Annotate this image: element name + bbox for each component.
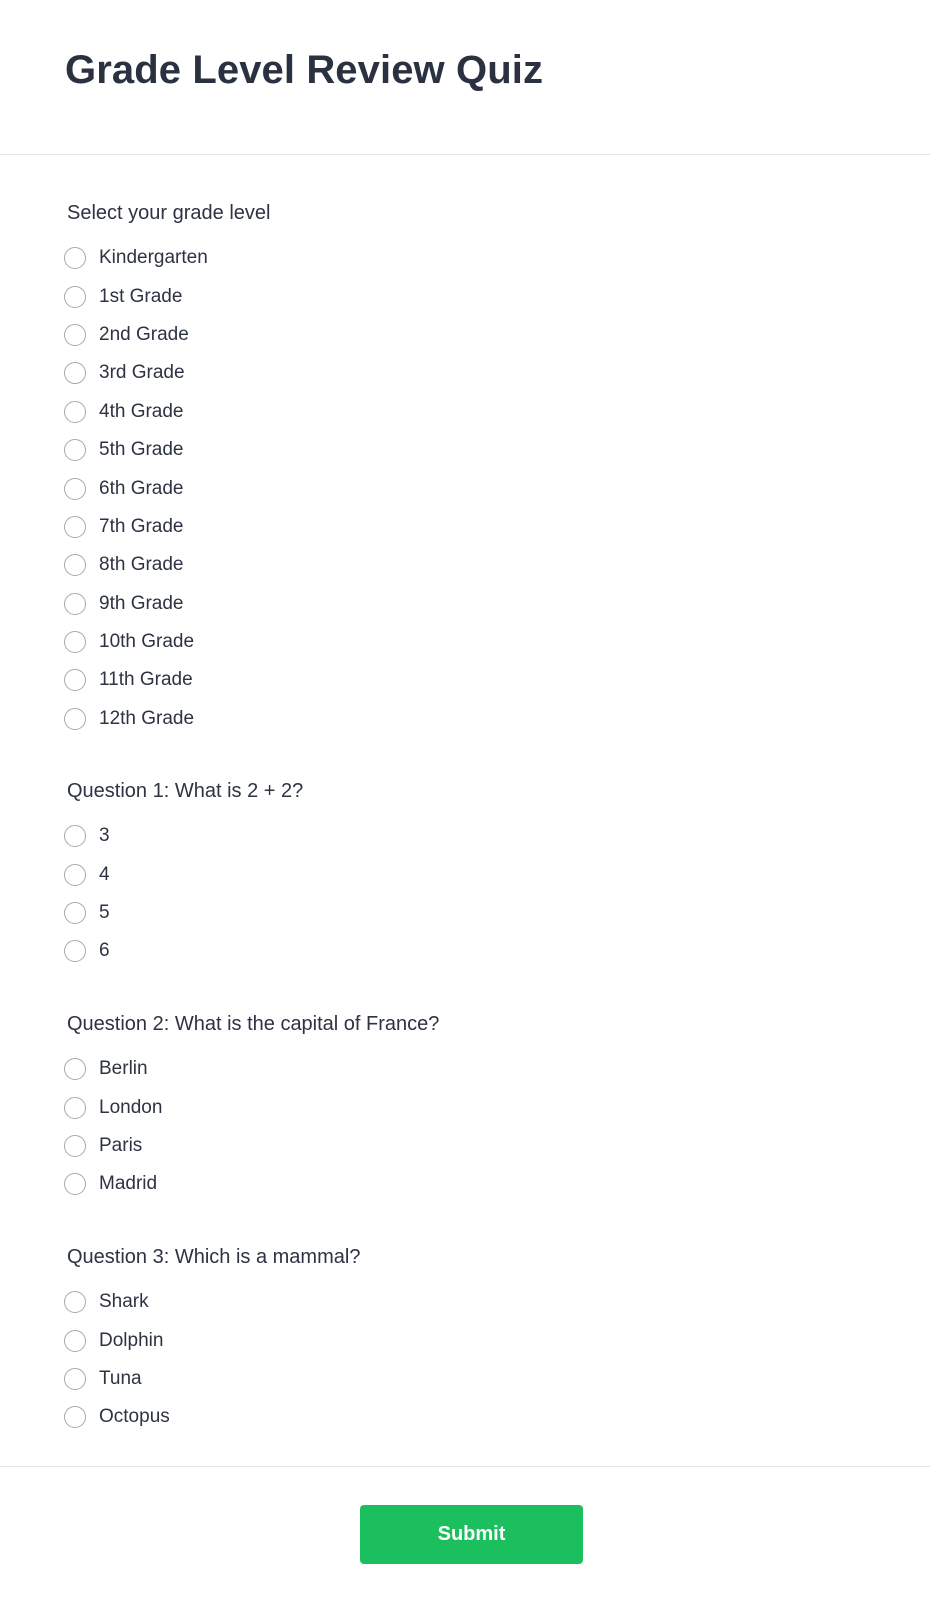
radio-option-paris[interactable] [64, 1127, 439, 1165]
submit-button[interactable]: Submit [360, 1505, 583, 1564]
radio-option-3[interactable] [64, 817, 303, 855]
radio-option-10th-grade[interactable] [64, 623, 270, 661]
option-label: 3 [99, 825, 110, 847]
option-label: Dolphin [99, 1329, 164, 1351]
radio-button[interactable] [64, 1135, 86, 1157]
question-3-options [64, 1283, 360, 1437]
radio-button[interactable] [64, 940, 86, 962]
radio-button[interactable] [64, 554, 86, 576]
radio-option-5th-grade[interactable] [64, 431, 270, 469]
question-1-options [64, 817, 303, 971]
radio-option-3rd-grade[interactable] [64, 354, 270, 392]
option-label: 4th Grade [99, 400, 184, 422]
radio-button[interactable] [64, 1173, 86, 1195]
option-label: 12th Grade [99, 707, 195, 729]
radio-button[interactable] [64, 902, 86, 924]
radio-button[interactable] [64, 1291, 86, 1313]
question-label: Question 3: Which is a mammal? [67, 1246, 361, 1268]
option-label: Kindergarten [99, 247, 208, 269]
option-label: 7th Grade [99, 515, 184, 537]
option-label: 6 [99, 940, 110, 962]
radio-button[interactable] [64, 1368, 86, 1390]
radio-option-6[interactable] [64, 932, 303, 970]
radio-option-2nd-grade[interactable] [64, 316, 270, 354]
radio-option-london[interactable] [64, 1088, 439, 1126]
question-label: Question 1: What is 2 + 2? [67, 780, 304, 802]
radio-option-7th-grade[interactable] [64, 508, 270, 546]
radio-button[interactable] [64, 669, 86, 691]
radio-button[interactable] [64, 631, 86, 653]
option-label: Shark [99, 1291, 149, 1313]
question-2 [64, 1012, 439, 1204]
option-label: 5 [99, 901, 110, 923]
option-label: Berlin [99, 1058, 148, 1080]
option-label: 9th Grade [99, 592, 184, 614]
radio-option-kindergarten[interactable] [64, 239, 270, 277]
option-label: 5th Grade [99, 439, 184, 461]
radio-button[interactable] [64, 401, 86, 423]
radio-option-9th-grade[interactable] [64, 585, 270, 623]
question-label: Select your grade level [67, 202, 271, 224]
quiz-form [0, 155, 930, 1467]
radio-button[interactable] [64, 1097, 86, 1119]
radio-button[interactable] [64, 478, 86, 500]
radio-button[interactable] [64, 825, 86, 847]
radio-option-12th-grade[interactable] [64, 700, 270, 738]
radio-option-1st-grade[interactable] [64, 277, 270, 315]
radio-option-6th-grade[interactable] [64, 469, 270, 507]
radio-option-madrid[interactable] [64, 1165, 439, 1203]
radio-option-octopus[interactable] [64, 1398, 360, 1436]
option-label: 10th Grade [99, 631, 195, 653]
radio-button[interactable] [64, 286, 86, 308]
radio-option-8th-grade[interactable] [64, 546, 270, 584]
radio-button[interactable] [64, 362, 86, 384]
radio-option-shark[interactable] [64, 1283, 360, 1321]
radio-button[interactable] [64, 1058, 86, 1080]
question-1 [64, 779, 303, 971]
option-label: 6th Grade [99, 477, 184, 499]
option-label: 3rd Grade [99, 362, 185, 384]
radio-button[interactable] [64, 324, 86, 346]
option-label: 1st Grade [99, 285, 183, 307]
option-label: 4 [99, 863, 110, 885]
radio-option-4[interactable] [64, 855, 303, 893]
option-label: 8th Grade [99, 554, 184, 576]
radio-button[interactable] [64, 593, 86, 615]
page-header [0, 0, 930, 155]
question-3 [64, 1245, 360, 1437]
radio-button[interactable] [64, 1330, 86, 1352]
page-title: Grade Level Review Quiz [65, 48, 544, 92]
radio-button[interactable] [64, 708, 86, 730]
question-2-options [64, 1050, 439, 1204]
radio-option-5[interactable] [64, 894, 303, 932]
option-label: Tuna [99, 1367, 142, 1389]
radio-option-4th-grade[interactable] [64, 393, 270, 431]
radio-button[interactable] [64, 247, 86, 269]
option-label: 11th Grade [99, 669, 193, 691]
option-label: 2nd Grade [99, 323, 189, 345]
radio-button[interactable] [64, 1406, 86, 1428]
option-label: Paris [99, 1134, 143, 1156]
radio-button[interactable] [64, 439, 86, 461]
radio-option-dolphin[interactable] [64, 1321, 360, 1359]
radio-option-berlin[interactable] [64, 1050, 439, 1088]
grade-options [64, 239, 270, 738]
option-label: Madrid [99, 1173, 158, 1195]
option-label: London [99, 1096, 163, 1118]
radio-option-tuna[interactable] [64, 1360, 360, 1398]
grade-level-question [64, 201, 270, 738]
question-label: Question 2: What is the capital of France? [67, 1013, 440, 1035]
radio-option-11th-grade[interactable] [64, 661, 270, 699]
form-footer [0, 1467, 930, 1614]
option-label: Octopus [99, 1406, 170, 1428]
radio-button[interactable] [64, 516, 86, 538]
radio-button[interactable] [64, 864, 86, 886]
